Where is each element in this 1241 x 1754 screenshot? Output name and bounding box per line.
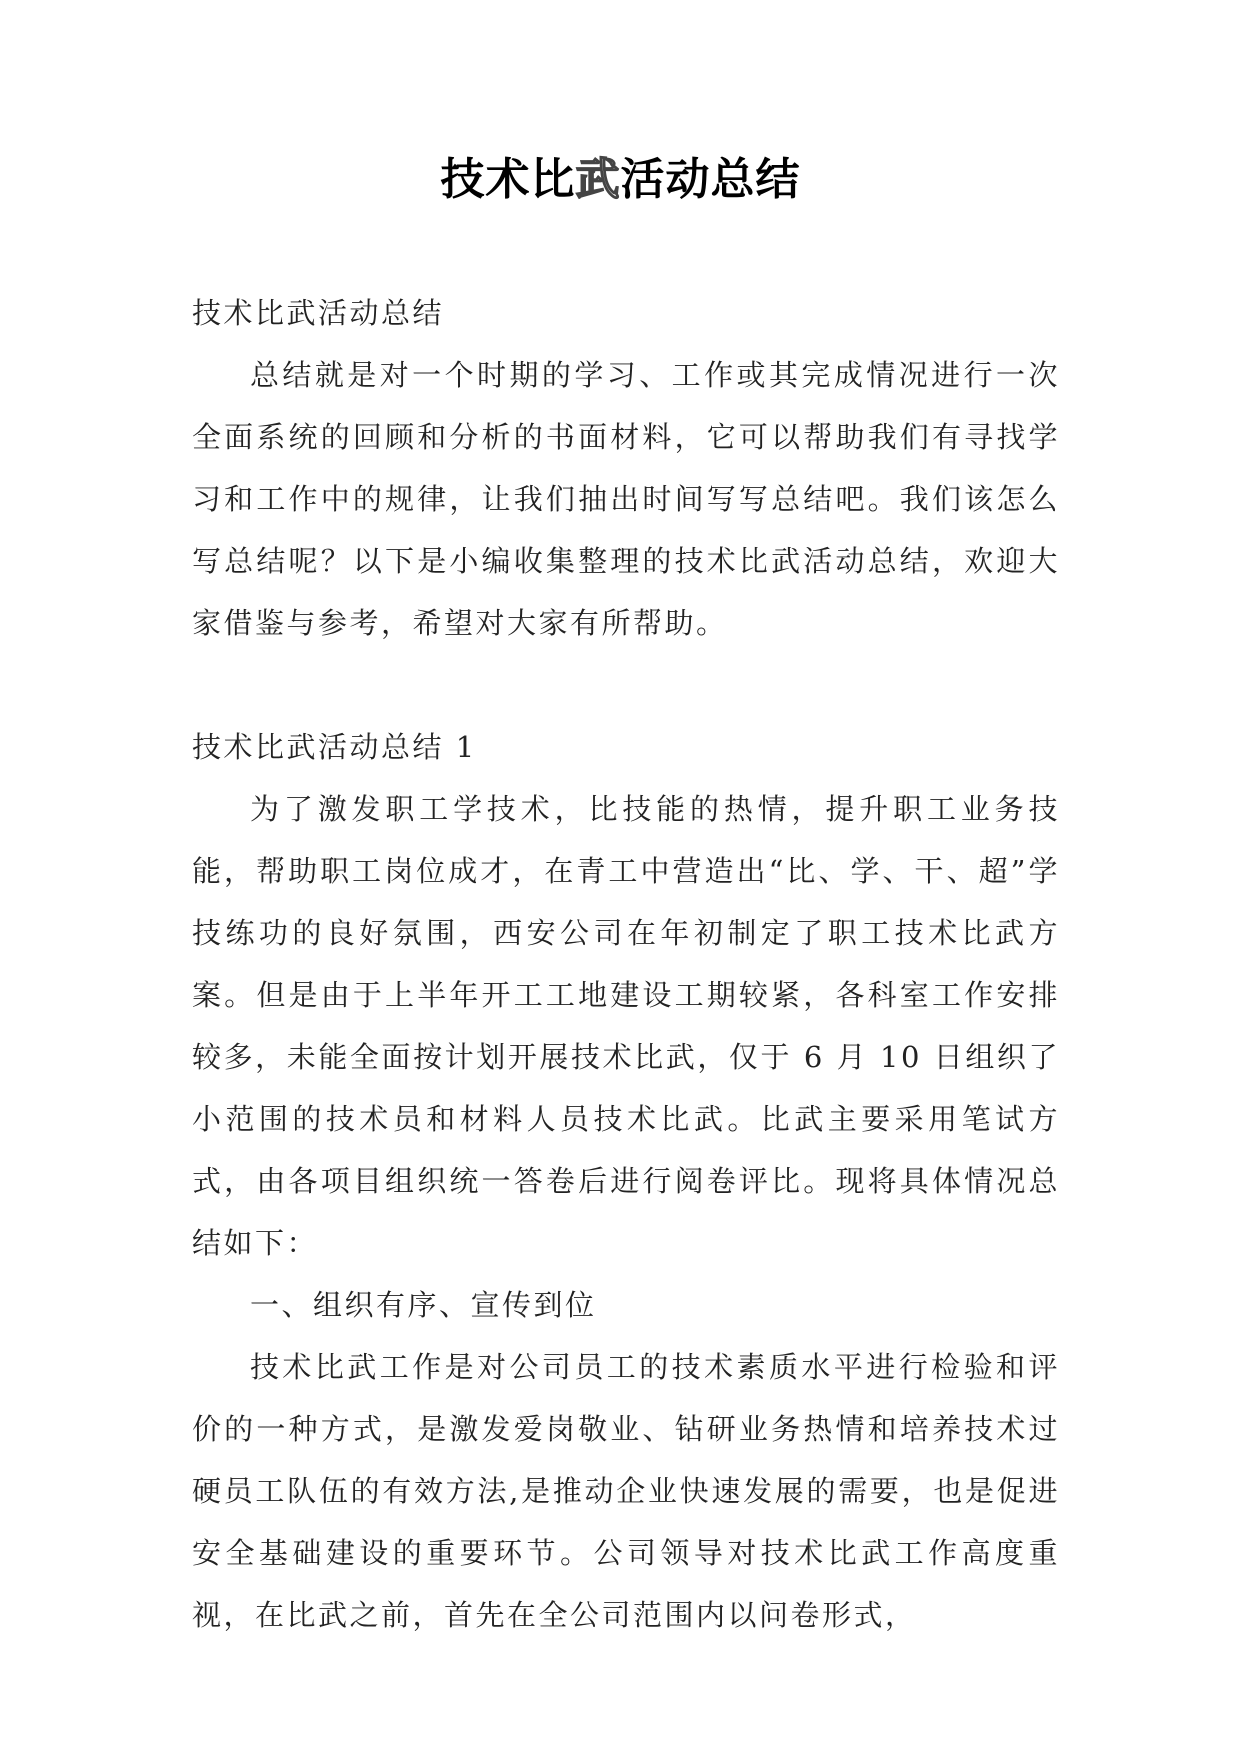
subtitle: 技术比武活动总结 <box>192 296 445 330</box>
title-text-start: 技术比 <box>440 154 576 205</box>
sub-heading: 一、组织有序、宣传到位 <box>250 1288 597 1322</box>
title-watermark-char: 武 <box>575 154 621 205</box>
title-text-end: 活动总结 <box>620 154 801 205</box>
body-paragraph: 为了激发职工学技术，比技能的热情，提升职工业务技能，帮助职工岗位成才，在青工中营造出“比、学、干、超”学技练功的良好氛围，西安公司在年初制定了职工技术比武方案。但是由于上半年开工工地建设工期较紧，各科室工作安排较多，未能全面按计划开展技术比武，仅于 6 月 10 日组织了小范围的技术员和材料人员技术比武。比武主要采用笔试方式，由各项目组织统一答卷后进行阅卷评比。现将具体情况总结如下： <box>192 792 1060 1260</box>
body-paragraph: 技术比武工作是对公司员工的技术素质水平进行检验和评价的一种方式，是激发爱岗敬业、钻研业务热情和培养技术过硬员工队伍的有效方法,是推动企业快速发展的需要，也是促进安全基础建设的重要环节。公司领导对技术比武工作高度重视，在比武之前，首先在全公司范围内以问卷形式， <box>192 1350 1060 1632</box>
section-spacer <box>192 654 1060 716</box>
section-heading: 技术比武活动总结 1 <box>192 730 477 764</box>
document-title <box>0 150 1241 210</box>
intro-paragraph: 总结就是对一个时期的学习、工作或其完成情况进行一次全面系统的回顾和分析的书面材料，它可以帮助我们有寻找学习和工作中的规律，让我们抽出时间写写总结吧。我们该怎么写总结呢？以下是小编收集整理的技术比武活动总结，欢迎大家借鉴与参考，希望对大家有所帮助。 <box>192 358 1060 640</box>
document-body <box>192 282 1060 1646</box>
